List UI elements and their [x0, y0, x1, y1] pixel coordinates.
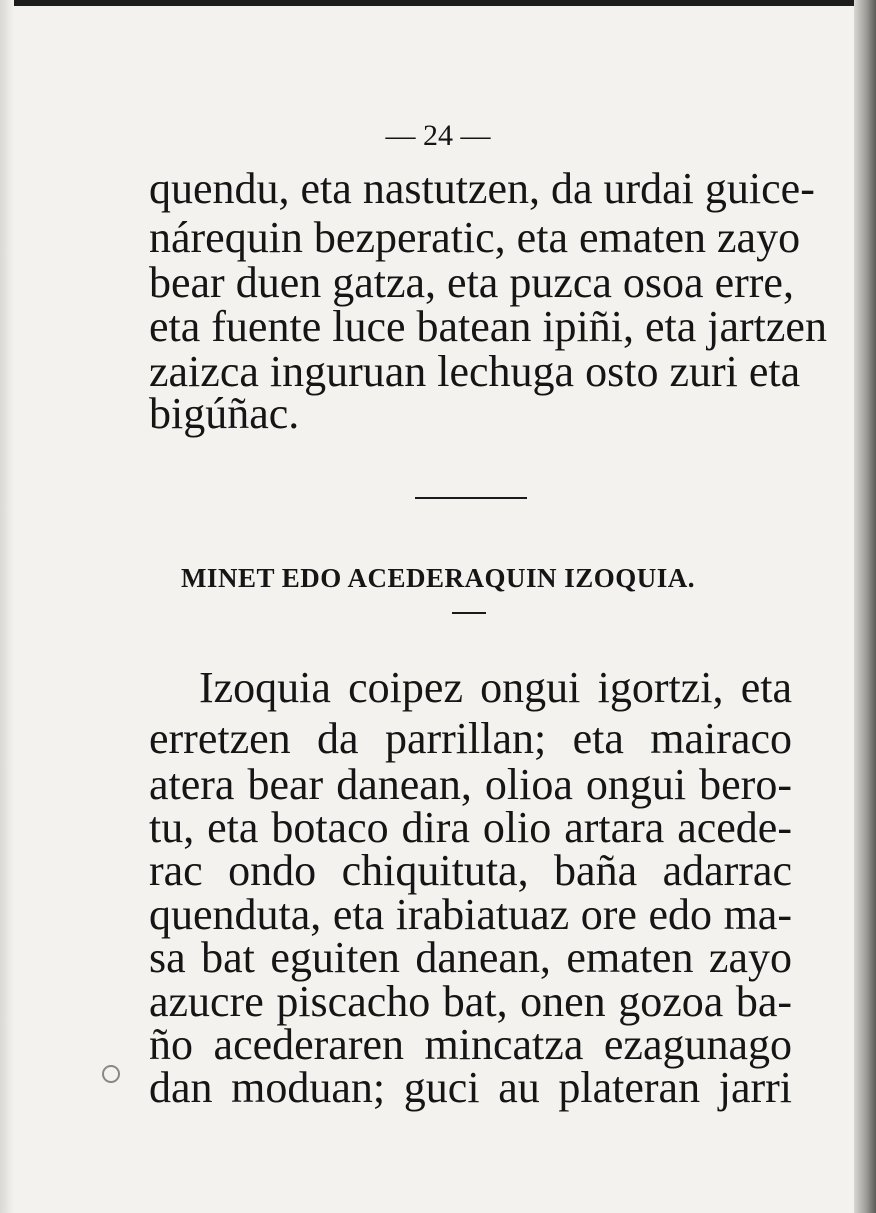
paragraph1-line: nárequin bezperatic, eta ematen zayo: [149, 213, 801, 262]
paragraph2-line: sa bat eguiten danean, ematen zayo: [149, 933, 792, 982]
paragraph2-line: Izoquia coipez ongui igortzi, eta: [199, 663, 792, 712]
paragraph1-line: zaizca inguruan lechuga osto zuri eta: [149, 347, 801, 396]
paragraph2-line: quenduta, eta irabiatuaz ore edo ma-: [149, 890, 792, 939]
paragraph2-line: dan moduan; guci au plateran jarri: [149, 1063, 792, 1112]
section-heading: MINET EDO ACEDERAQUIN IZOQUIA.: [180, 563, 696, 593]
paper-speck: [102, 1065, 120, 1083]
paragraph2-line: rac ondo chiquituta, baña adarrac: [149, 846, 792, 895]
paragraph2-line: tu, eta botaco dira olio artara acede-: [149, 803, 792, 852]
page-top-edge: [0, 0, 876, 6]
paragraph1-line: quendu, eta nastutzen, da urdai guice-: [149, 164, 815, 213]
page-number: — 24 —: [385, 119, 491, 152]
paragraph1-line: bear duen gatza, eta puzca osoa erre,: [149, 258, 794, 307]
page-left-edge: [0, 0, 14, 1213]
paragraph1-line: bigúñac.: [149, 389, 300, 438]
paragraph2-line: atera bear danean, olioa ongui bero-: [149, 760, 792, 809]
paragraph2-line: erretzen da parrillan; eta mairaco: [149, 714, 792, 763]
paragraph2-line: ño acederaren mincatza ezagunago: [149, 1020, 792, 1069]
paragraph2-line: azucre piscacho bat, onen gozoa ba-: [149, 977, 792, 1026]
section-divider: [415, 497, 527, 499]
heading-underline: [452, 612, 486, 614]
page-right-edge: [854, 0, 876, 1213]
paragraph1-line: eta fuente luce batean ipiñi, eta jartzen: [149, 302, 827, 351]
